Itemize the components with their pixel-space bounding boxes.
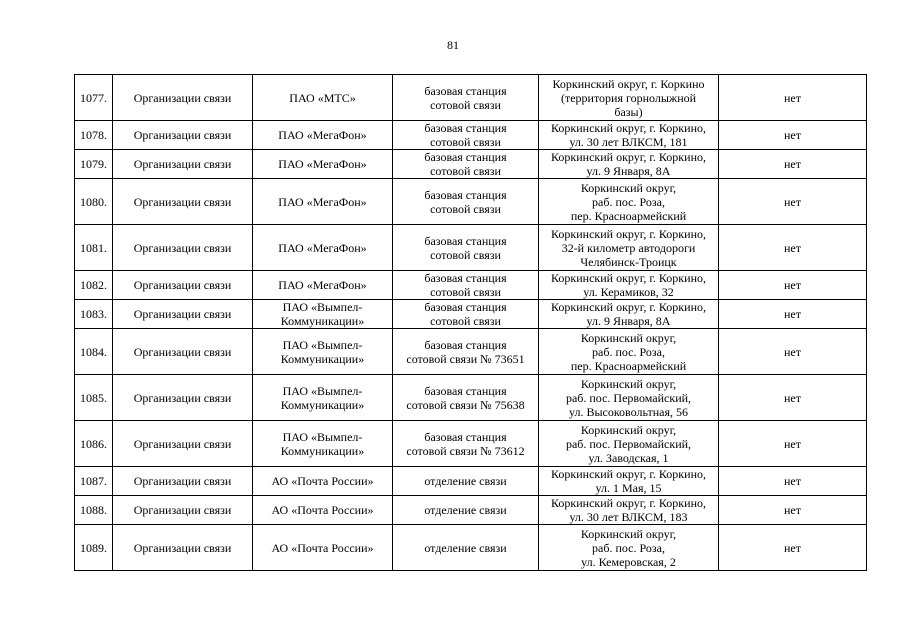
category-cell: Организации связи: [113, 329, 253, 375]
row-number: 1089.: [75, 525, 113, 571]
row-number: 1077.: [75, 75, 113, 121]
address-cell: Коркинский округ, г. Коркино, ул. 30 лет ВЛКСМ, 183: [539, 496, 719, 525]
category-cell: Организации связи: [113, 375, 253, 421]
registry-table: [74, 74, 867, 571]
object-cell: базовая станция сотовой связи: [393, 300, 539, 329]
table-row: [75, 121, 867, 150]
address-cell: Коркинский округ, раб. пос. Роза, пер. Красноармейский: [539, 179, 719, 225]
category-cell: Организации связи: [113, 496, 253, 525]
owner-cell: ПАО «МегаФон»: [253, 150, 393, 179]
table-row: [75, 496, 867, 525]
category-cell: Организации связи: [113, 75, 253, 121]
table-row: [75, 300, 867, 329]
object-cell: отделение связи: [393, 467, 539, 496]
table-row: [75, 75, 867, 121]
status-cell: нет: [719, 121, 867, 150]
object-cell: базовая станция сотовой связи: [393, 225, 539, 271]
category-cell: Организации связи: [113, 271, 253, 300]
address-cell: Коркинский округ, г. Коркино, ул. Керамиков, 32: [539, 271, 719, 300]
object-cell: базовая станция сотовой связи № 73651: [393, 329, 539, 375]
status-cell: нет: [719, 300, 867, 329]
address-cell: Коркинский округ, г. Коркино, ул. 9 Января, 8А: [539, 300, 719, 329]
table-row: [75, 467, 867, 496]
row-number: 1087.: [75, 467, 113, 496]
row-number: 1081.: [75, 225, 113, 271]
row-number: 1082.: [75, 271, 113, 300]
table-row: [75, 150, 867, 179]
row-number: 1088.: [75, 496, 113, 525]
owner-cell: ПАО «Вымпел- Коммуникации»: [253, 300, 393, 329]
status-cell: нет: [719, 496, 867, 525]
object-cell: базовая станция сотовой связи № 73612: [393, 421, 539, 467]
table-row: [75, 179, 867, 225]
row-number: 1086.: [75, 421, 113, 467]
status-cell: нет: [719, 271, 867, 300]
category-cell: Организации связи: [113, 467, 253, 496]
object-cell: базовая станция сотовой связи № 75638: [393, 375, 539, 421]
owner-cell: ПАО «МегаФон»: [253, 121, 393, 150]
object-cell: отделение связи: [393, 525, 539, 571]
category-cell: Организации связи: [113, 150, 253, 179]
address-cell: Коркинский округ, г. Коркино, ул. 30 лет ВЛКСМ, 181: [539, 121, 719, 150]
owner-cell: ПАО «Вымпел- Коммуникации»: [253, 375, 393, 421]
table-row: [75, 421, 867, 467]
address-cell: Коркинский округ, раб. пос. Роза, пер. Красноармейский: [539, 329, 719, 375]
status-cell: нет: [719, 467, 867, 496]
owner-cell: ПАО «МегаФон»: [253, 271, 393, 300]
category-cell: Организации связи: [113, 225, 253, 271]
status-cell: нет: [719, 225, 867, 271]
owner-cell: ПАО «МТС»: [253, 75, 393, 121]
owner-cell: ПАО «Вымпел- Коммуникации»: [253, 421, 393, 467]
address-cell: Коркинский округ, г. Коркино, ул. 9 Января, 8А: [539, 150, 719, 179]
object-cell: базовая станция сотовой связи: [393, 121, 539, 150]
row-number: 1085.: [75, 375, 113, 421]
row-number: 1080.: [75, 179, 113, 225]
address-cell: Коркинский округ, раб. пос. Первомайский, ул. Заводская, 1: [539, 421, 719, 467]
status-cell: нет: [719, 75, 867, 121]
address-cell: Коркинский округ, г. Коркино, 32-й километр автодороги Челябинск-Троицк: [539, 225, 719, 271]
object-cell: базовая станция сотовой связи: [393, 150, 539, 179]
table-row: [75, 271, 867, 300]
row-number: 1079.: [75, 150, 113, 179]
address-cell: Коркинский округ, г. Коркино, ул. 1 Мая, 15: [539, 467, 719, 496]
row-number: 1078.: [75, 121, 113, 150]
owner-cell: АО «Почта России»: [253, 496, 393, 525]
status-cell: нет: [719, 150, 867, 179]
owner-cell: АО «Почта России»: [253, 525, 393, 571]
status-cell: нет: [719, 421, 867, 467]
status-cell: нет: [719, 525, 867, 571]
status-cell: нет: [719, 329, 867, 375]
table-row: [75, 225, 867, 271]
address-cell: Коркинский округ, г. Коркино (территория горнолыжной базы): [539, 75, 719, 121]
owner-cell: ПАО «МегаФон»: [253, 179, 393, 225]
category-cell: Организации связи: [113, 179, 253, 225]
object-cell: базовая станция сотовой связи: [393, 75, 539, 121]
table-row: [75, 375, 867, 421]
category-cell: Организации связи: [113, 121, 253, 150]
object-cell: базовая станция сотовой связи: [393, 271, 539, 300]
address-cell: Коркинский округ, раб. пос. Роза, ул. Кемеровская, 2: [539, 525, 719, 571]
owner-cell: ПАО «МегаФон»: [253, 225, 393, 271]
object-cell: базовая станция сотовой связи: [393, 179, 539, 225]
owner-cell: АО «Почта России»: [253, 467, 393, 496]
owner-cell: ПАО «Вымпел- Коммуникации»: [253, 329, 393, 375]
row-number: 1084.: [75, 329, 113, 375]
category-cell: Организации связи: [113, 300, 253, 329]
category-cell: Организации связи: [113, 421, 253, 467]
category-cell: Организации связи: [113, 525, 253, 571]
address-cell: Коркинский округ, раб. пос. Первомайский, ул. Высоковольтная, 56: [539, 375, 719, 421]
status-cell: нет: [719, 179, 867, 225]
page-number: 81: [447, 38, 459, 52]
table-row: [75, 329, 867, 375]
object-cell: отделение связи: [393, 496, 539, 525]
status-cell: нет: [719, 375, 867, 421]
table-row: [75, 525, 867, 571]
row-number: 1083.: [75, 300, 113, 329]
